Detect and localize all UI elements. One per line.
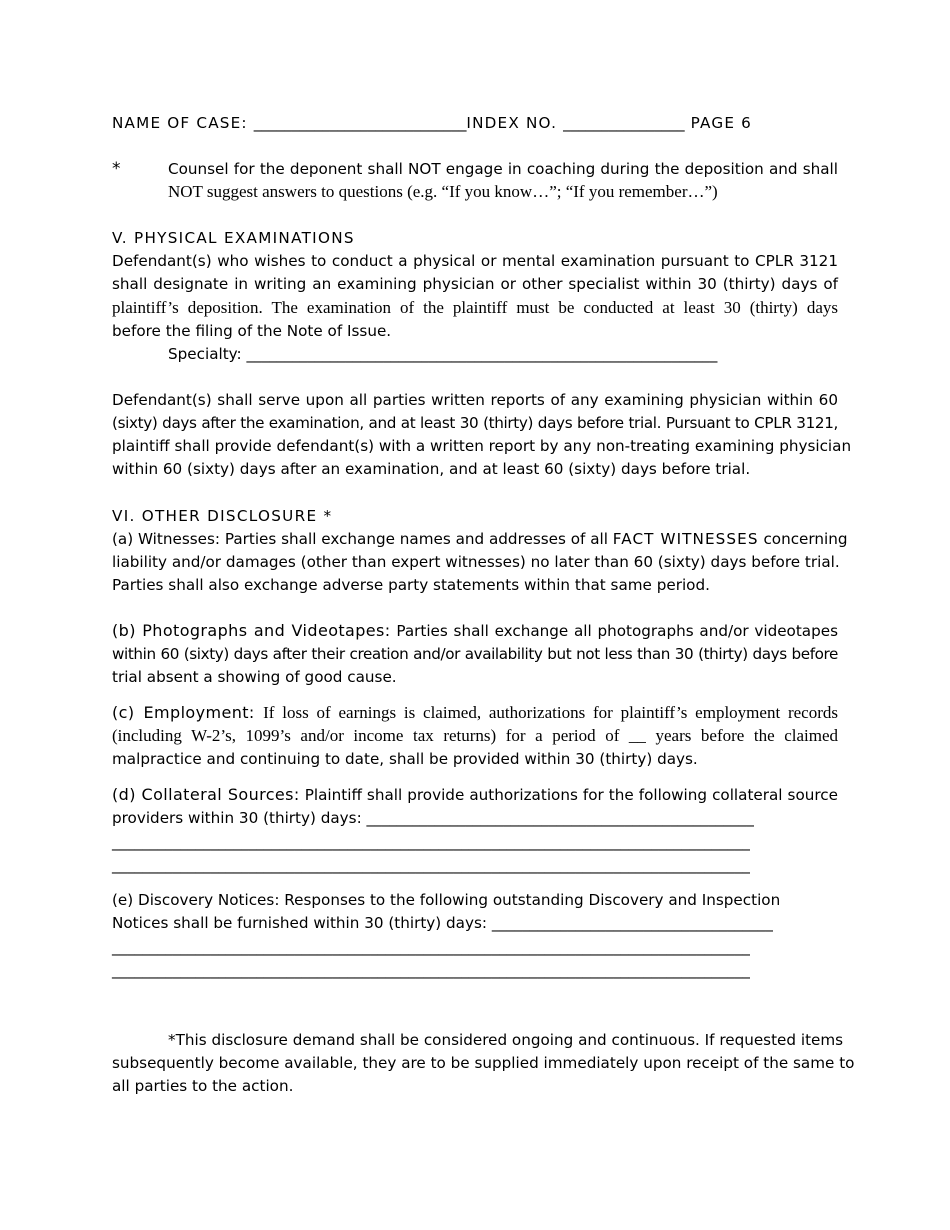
witnesses-text-pre: Parties shall exchange names and addresses of all	[224, 530, 608, 548]
witnesses-line-3: Parties shall also exchange adverse party statements within that same period.	[112, 576, 710, 594]
employment-line-1	[112, 703, 838, 723]
name-of-case-field[interactable]: ____________________________	[253, 114, 467, 132]
index-no-label: INDEX NO.	[466, 114, 558, 132]
witnesses-line-2: liability and/or damages (other than expert witnesses) no later than 60 (sixty) days before trial.	[112, 553, 840, 571]
photographs-line-2: within 60 (sixty) days after their creation and/or availability but not less than 30 (thirty) days before	[112, 645, 838, 663]
collateral-line-1	[112, 785, 838, 805]
collateral-blank-2[interactable]: ____________________________________________________________________________________	[112, 856, 750, 874]
discovery-blank-1[interactable]: ____________________________________________________________________________________	[112, 938, 750, 956]
collateral-line-2[interactable]: providers within 30 (thirty) days: ___________________________________________________	[112, 809, 754, 827]
photographs-line-3: trial absent a showing of good cause.	[112, 668, 397, 686]
footnote-line-1: *This disclosure demand shall be considered ongoing and continuous. If requested items	[168, 1031, 844, 1049]
index-no-field[interactable]: ________________	[563, 114, 685, 132]
section-vi-heading: VI. OTHER DISCLOSURE *	[112, 507, 333, 525]
section-v-p1-line-3: plaintiff’s deposition. The examination of the plaintiff must be conducted at least 30 (thirty) days	[112, 298, 838, 317]
section-v-p2-line-3: plaintiff shall provide defendant(s) with a written report by any non-treating examining physician	[112, 437, 852, 455]
collateral-blank-1[interactable]: ____________________________________________________________________________________	[112, 833, 750, 851]
discovery-blank-2[interactable]: ____________________________________________________________________________________	[112, 961, 750, 979]
section-v-heading: V. PHYSICAL EXAMINATIONS	[112, 229, 355, 247]
witnesses-line-1	[112, 529, 848, 549]
employment-line-3: malpractice and continuing to date, shall be provided within 30 (thirty) days.	[112, 750, 698, 768]
collateral-title: (d) Collateral Sources:	[112, 785, 300, 804]
section-v-p1-line-4: before the filing of the Note of Issue.	[112, 322, 392, 340]
coaching-line-2: NOT suggest answers to questions (e.g. “If you know…”; “If you remember…”)	[168, 182, 718, 201]
section-v-p2-line-4: within 60 (sixty) days after an examination, and at least 60 (sixty) days before trial.	[112, 460, 751, 478]
discovery-line-2[interactable]: Notices shall be furnished within 30 (thirty) days: _____________________________________	[112, 914, 773, 932]
witnesses-label: (a)	[112, 530, 134, 548]
name-of-case-label: NAME OF CASE:	[112, 114, 248, 132]
specialty-field[interactable]: ______________________________________________________________	[246, 345, 718, 363]
photographs-text: Parties shall exchange all photographs and/or videotapes	[396, 622, 839, 640]
section-v-p1-line-2: shall designate in writing an examining physician or other specialist within 30 (thirty) days of	[112, 275, 838, 293]
case-header	[112, 113, 838, 133]
fact-witnesses: FACT WITNESSES	[612, 530, 759, 548]
specialty-label: Specialty:	[168, 345, 242, 363]
employment-line-2: (including W-2’s, 1099’s and/or income tax returns) for a period of __ years before the claimed	[112, 726, 838, 745]
section-v-p2-line-2: (sixty) days after the examination, and at least 30 (thirty) days before trial. Pursuant to CPLR 3121,	[112, 414, 838, 432]
witnesses-text-post: concerning	[763, 530, 848, 548]
employment-title: (c) Employment:	[112, 703, 255, 722]
coaching-line-1: Counsel for the deponent shall NOT engage in coaching during the deposition and shall	[168, 160, 838, 178]
footnote-line-3: all parties to the action.	[112, 1077, 294, 1095]
coaching-bullet: *	[112, 159, 121, 179]
page-number: PAGE 6	[690, 114, 753, 132]
witnesses-title: Witnesses:	[138, 530, 221, 548]
discovery-line-1: (e) Discovery Notices: Responses to the following outstanding Discovery and Inspection	[112, 891, 781, 909]
photographs-line-1	[112, 621, 838, 641]
footnote-line-2: subsequently become available, they are to be supplied immediately upon receipt of the same to	[112, 1054, 855, 1072]
collateral-text: Plaintiff shall provide authorizations for the following collateral source	[304, 786, 838, 804]
specialty-row	[168, 344, 838, 364]
section-v-p1-line-1: Defendant(s) who wishes to conduct a physical or mental examination pursuant to CPLR 3121	[112, 252, 838, 270]
employment-text: If loss of earnings is claimed, authorizations for plaintiff’s employment records	[263, 703, 839, 722]
photographs-title: (b) Photographs and Videotapes:	[112, 621, 391, 640]
section-v-p2-line-1: Defendant(s) shall serve upon all parties written reports of any examining physician within 60	[112, 391, 838, 409]
